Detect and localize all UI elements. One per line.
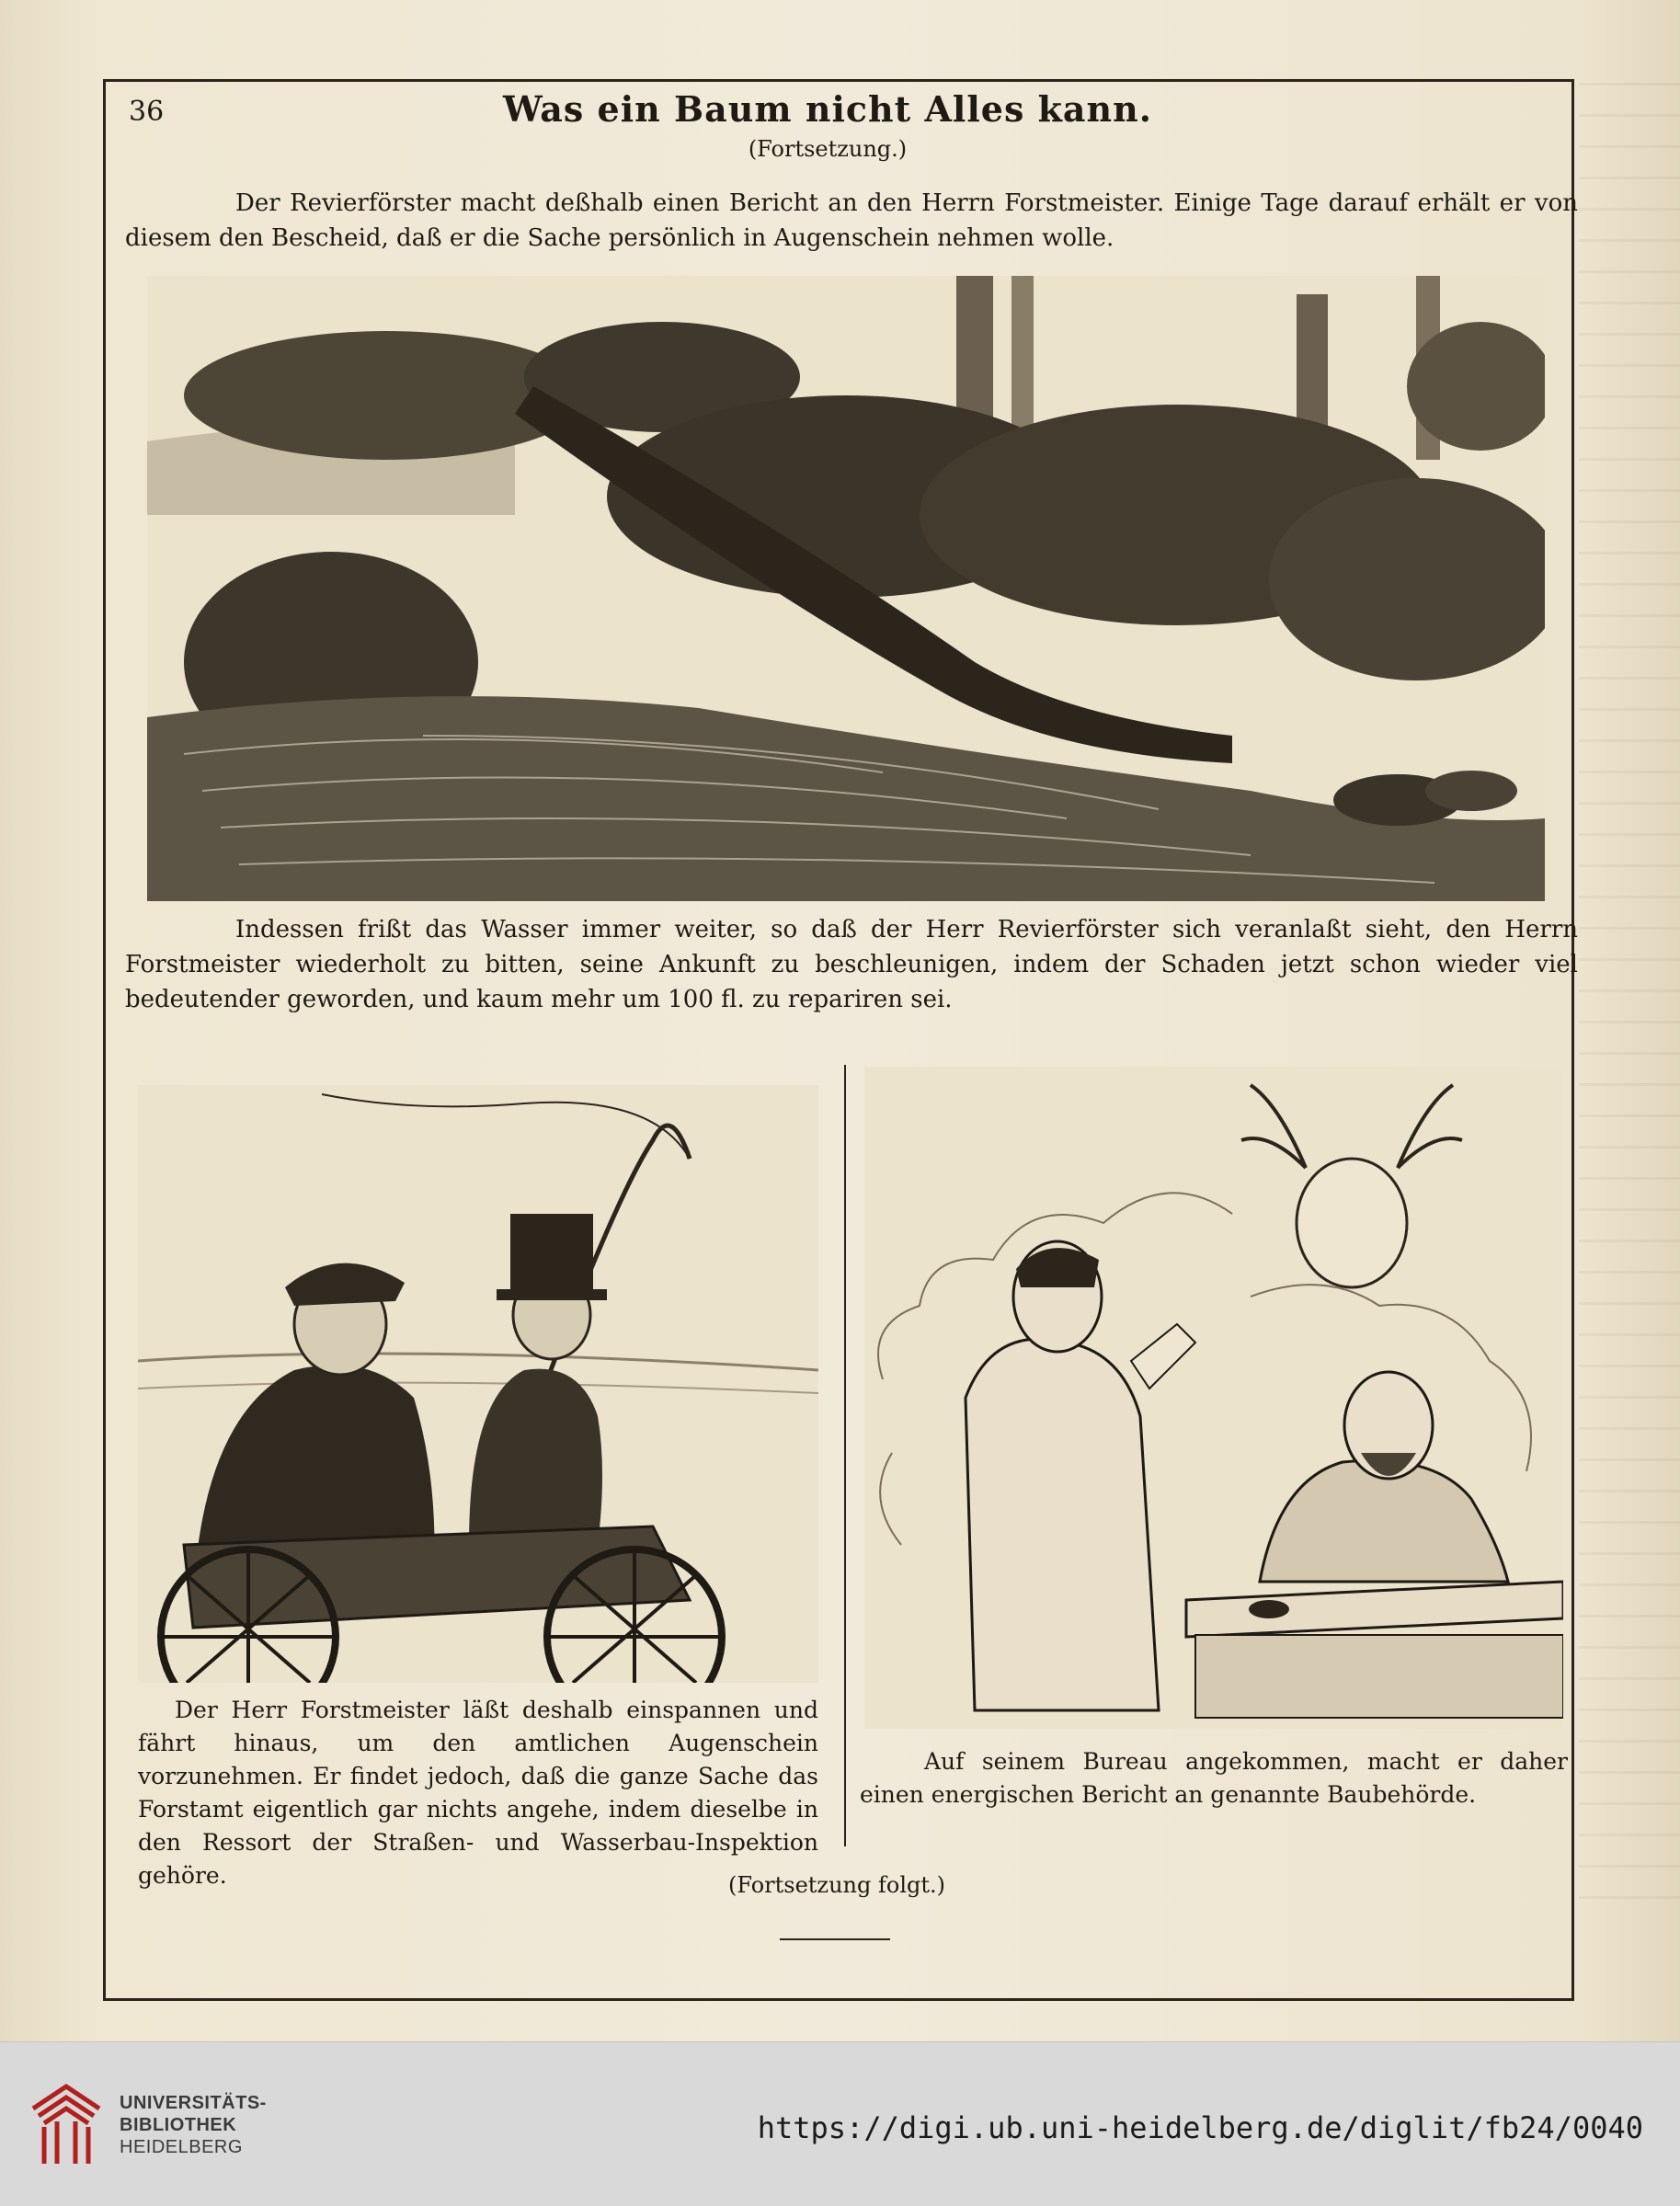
library-logo-icon[interactable] [26,2081,107,2169]
caption-left: Der Herr Forstmeister läßt deshalb einspannen und fährt hinaus, um den amtlichen Augenschein vorzunehmen. Er findet jedoch, daß die ganze Sache das Forstamt eigentlich gar nichts angehe, indem dieselbe in den Ressort der Straßen- und Wasserbau-Inspektion gehöre. [138,1697,818,1889]
viewer-footer-bar [0,2041,1680,2206]
institution-line-2: BIBLIOTHEK [120,2115,237,2135]
office-engraving-icon [864,1067,1563,1729]
end-rule [780,1938,890,1940]
paragraph-2: Indessen frißt das Wasser immer weiter, so daß der Herr Revierförster sich veranlaßt sieht, den Herrn Forstmeister wiederholt zu bitten, seine Ankunft zu beschleunigen, indem der Schaden jetzt schon wieder viel bedeutender geworden, und kaum mehr um 100 fl. zu repariren sei. [125,916,1578,1013]
carriage-illustration [138,1085,818,1683]
institution-name [120,2092,267,2158]
fallen-tree-illustration [147,276,1545,901]
carriage-engraving-icon [138,1085,818,1683]
bleed-through-shadow [1579,83,1680,1922]
fallen-tree-engraving-icon [147,276,1545,901]
permalink-url[interactable]: https://digi.ub.uni-heidelberg.de/diglit/fb24/0040 [757,2110,1643,2145]
institution-line-1: UNIVERSITÄTS- [120,2093,267,2113]
paragraph-1: Der Revierförster macht deßhalb einen Bericht an den Herrn Forstmeister. Einige Tage darauf erhält er von diesem den Bescheid, daß er die Sache persönlich in Augenschein nehmen wolle. [125,189,1578,252]
continued-note: (Fortsetzung folgt.) [728,1872,945,1898]
office-illustration [864,1067,1563,1729]
article-subtitle: (Fortsetzung.) [748,136,908,162]
caption-right: Auf seinem Bureau angekommen, macht er daher einen energischen Bericht an genannte Baubehörde. [860,1748,1568,1808]
column-divider [844,1065,846,1846]
article-title: Was ein Baum nicht Alles kann. [502,88,1153,130]
page-number: 36 [129,96,165,128]
institution-line-3: HEIDELBERG [120,2137,243,2157]
